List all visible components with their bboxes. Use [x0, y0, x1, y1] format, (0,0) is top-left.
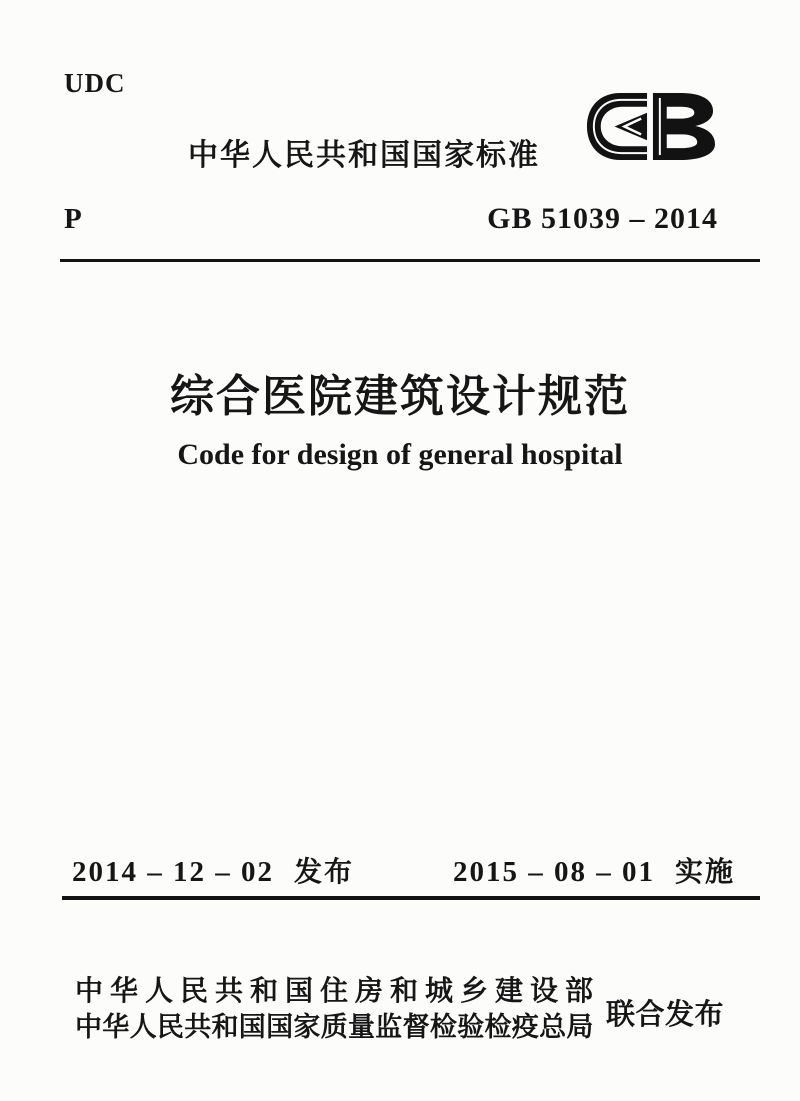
gb-standard-logo-icon [585, 92, 715, 161]
p-classification-label: P [64, 203, 82, 235]
standard-type-heading: 中华人民共和国国家标准 [188, 139, 540, 172]
issue-date-label: 发布 [294, 856, 355, 887]
standard-code: GB 51039 – 2014 [487, 202, 718, 235]
issue-date: 2014 – 12 – 02 [72, 856, 274, 888]
dates-row [72, 850, 735, 890]
issue-date-group [72, 850, 354, 890]
issuing-authorities [75, 972, 601, 1046]
standard-title-english: Code for design of general hospital [177, 438, 623, 471]
implement-date-label: 实施 [674, 856, 735, 887]
implement-date: 2015 – 08 – 01 [452, 856, 655, 888]
issuer-aqsiq: 中华人民共和国国家质量监督检验检疫总局 [75, 1012, 594, 1042]
implement-date-group [453, 850, 735, 890]
udc-label: UDC [64, 68, 126, 98]
joint-issue-label: 联合发布 [606, 999, 725, 1031]
bottom-divider-rule [62, 896, 760, 900]
standard-title-chinese: 综合医院建筑设计规范 [170, 372, 630, 421]
top-divider-rule [60, 259, 760, 262]
issuer-mohurd: 中华人民共和国住房和城乡建设部 [75, 975, 601, 1006]
